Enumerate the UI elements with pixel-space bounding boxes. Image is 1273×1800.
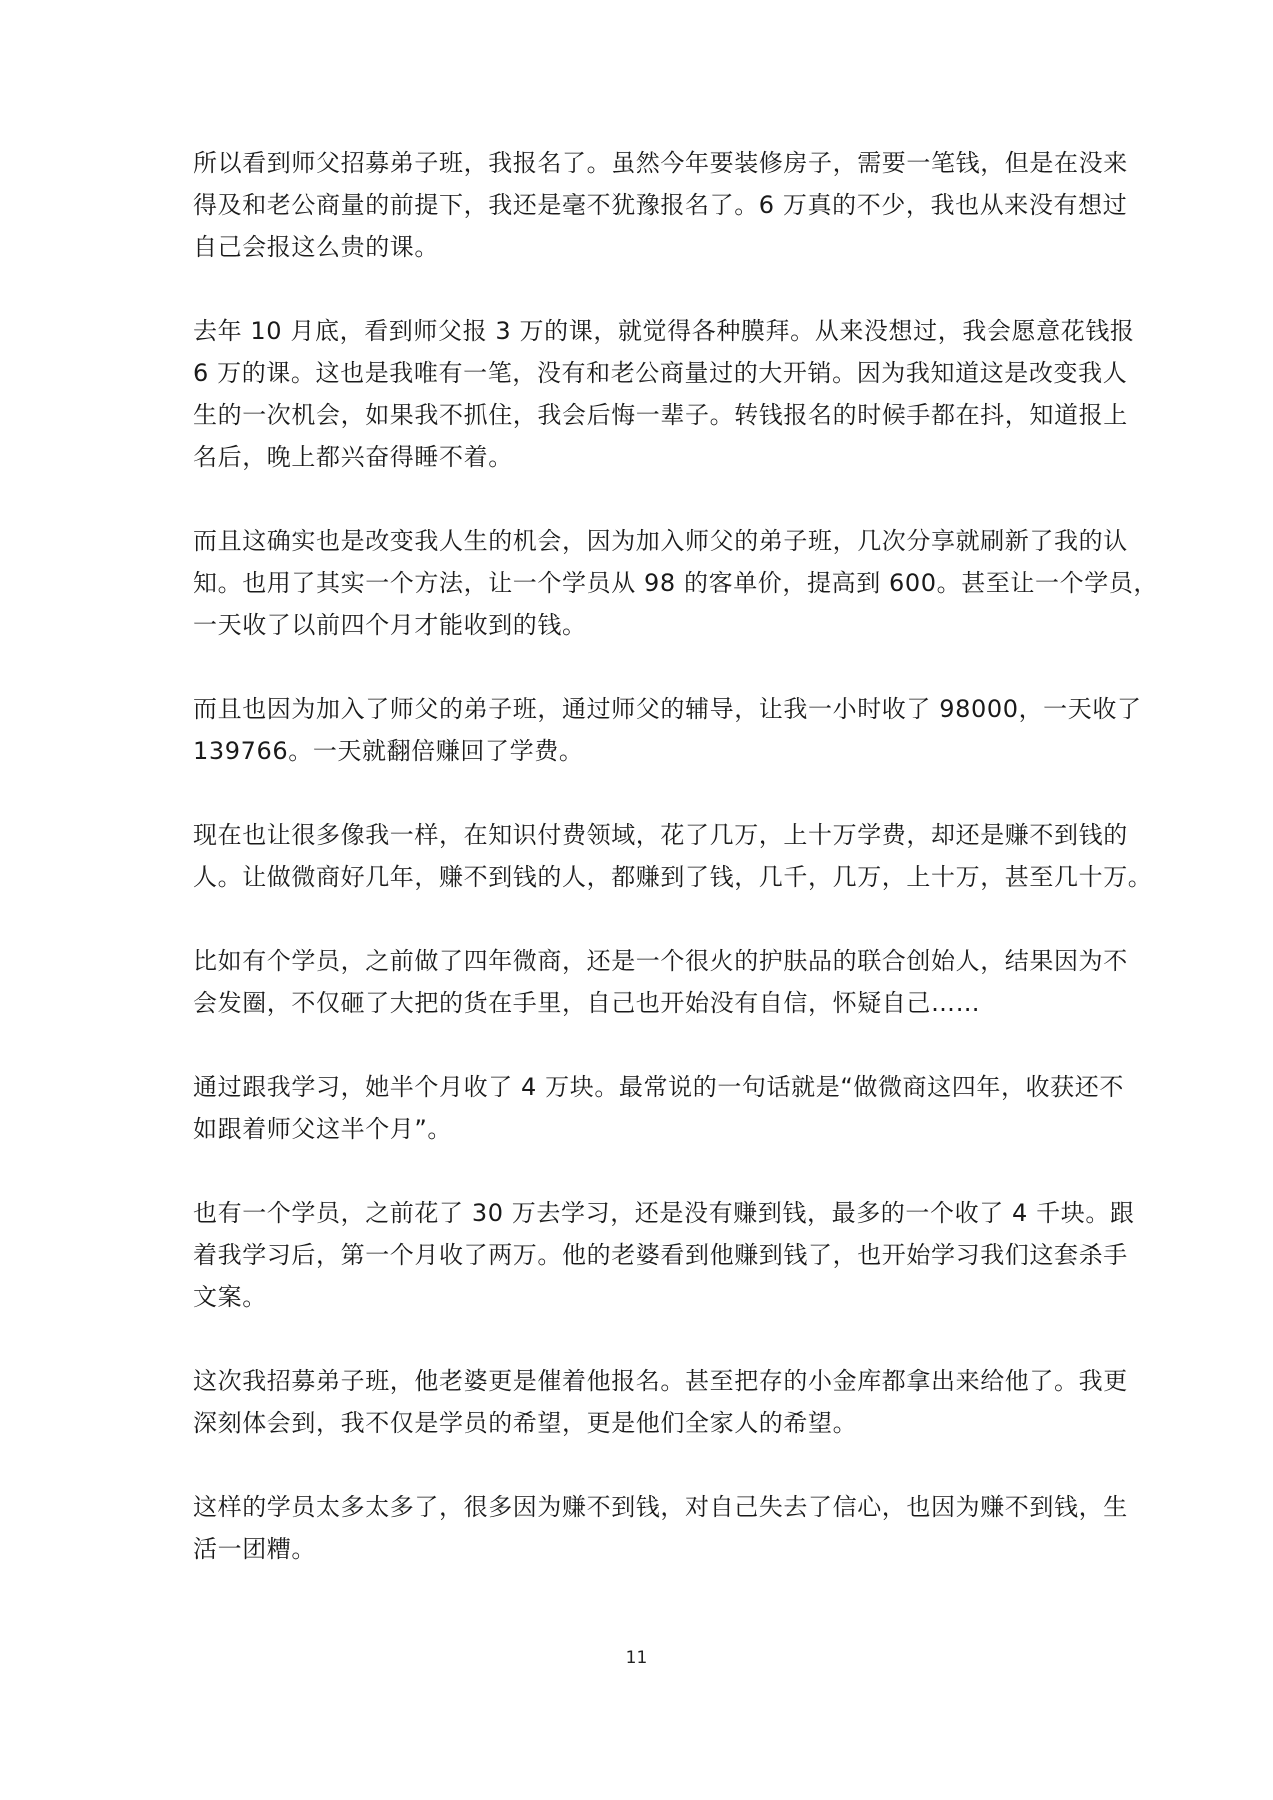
paragraph-line: 会发圈，不仅砸了大把的货在手里，自己也开始没有自信，怀疑自己……	[193, 989, 981, 1017]
paragraph	[193, 1486, 1128, 1570]
paragraph	[193, 1066, 1124, 1150]
paragraph-line: 所以看到师父招募弟子班，我报名了。虽然今年要装修房子，需要一笔钱，但是在没来	[193, 149, 1128, 177]
paragraph-line: 一天收了以前四个月才能收到的钱。	[193, 611, 587, 639]
paragraph	[193, 310, 1135, 478]
paragraph-line: 人。让做微商好几年，赚不到钱的人，都赚到了钱，几千，几万，上十万，甚至几十万。	[193, 863, 1153, 891]
paragraph-line: 去年 10 月底，看到师父报 3 万的课，就觉得各种膜拜。从来没想过，我会愿意花钱报	[193, 317, 1135, 345]
paragraph-line: 得及和老公商量的前提下，我还是毫不犹豫报名了。6 万真的不少，我也从来没有想过	[193, 191, 1128, 219]
paragraph-line: 如跟着师父这半个月”。	[193, 1115, 453, 1143]
paragraph	[193, 814, 1153, 898]
paragraph	[193, 520, 1159, 646]
paragraph-line: 深刻体会到，我不仅是学员的希望，更是他们全家人的希望。	[193, 1409, 858, 1437]
paragraph-line: 139766。一天就翻倍赚回了学费。	[193, 737, 584, 765]
paragraph-line: 这次我招募弟子班，他老婆更是催着他报名。甚至把存的小金库都拿出来给他了。我更	[193, 1367, 1128, 1395]
page-number: 11	[625, 1648, 648, 1668]
paragraph	[193, 142, 1128, 268]
paragraph	[193, 1360, 1128, 1444]
paragraph-line: 名后，晚上都兴奋得睡不着。	[193, 443, 513, 471]
paragraph-line: 而且这确实也是改变我人生的机会，因为加入师父的弟子班，几次分享就刷新了我的认	[193, 527, 1128, 555]
paragraph-line: 这样的学员太多太多了，很多因为赚不到钱，对自己失去了信心，也因为赚不到钱，生	[193, 1493, 1128, 1521]
paragraph-line: 现在也让很多像我一样，在知识付费领域，花了几万，上十万学费，却还是赚不到钱的	[193, 821, 1128, 849]
paragraph-line: 比如有个学员，之前做了四年微商，还是一个很火的护肤品的联合创始人，结果因为不	[193, 947, 1128, 975]
paragraph-line: 而且也因为加入了师父的弟子班，通过师父的辅导，让我一小时收了 98000，一天收了	[193, 695, 1142, 723]
paragraph-line: 自己会报这么贵的课。	[193, 233, 439, 261]
paragraph	[193, 940, 1128, 1024]
paragraph-line: 生的一次机会，如果我不抓住，我会后悔一辈子。转钱报名的时候手都在抖，知道报上	[193, 401, 1128, 429]
paragraph-line: 活一团糟。	[193, 1535, 316, 1563]
paragraph-line: 通过跟我学习，她半个月收了 4 万块。最常说的一句话就是“做微商这四年，收获还不	[193, 1073, 1124, 1101]
paragraph-line: 也有一个学员，之前花了 30 万去学习，还是没有赚到钱，最多的一个收了 4 千块。跟	[193, 1199, 1135, 1227]
document-body	[193, 142, 1159, 1612]
paragraph	[193, 1192, 1135, 1318]
paragraph	[193, 688, 1142, 772]
paragraph-line: 着我学习后，第一个月收了两万。他的老婆看到他赚到钱了，也开始学习我们这套杀手	[193, 1241, 1128, 1269]
paragraph-line: 6 万的课。这也是我唯有一笔，没有和老公商量过的大开销。因为我知道这是改变我人	[193, 359, 1128, 387]
paragraph-line: 知。也用了其实一个方法，让一个学员从 98 的客单价，提高到 600。甚至让一个学员，	[193, 569, 1159, 597]
paragraph-line: 文案。	[193, 1283, 267, 1311]
